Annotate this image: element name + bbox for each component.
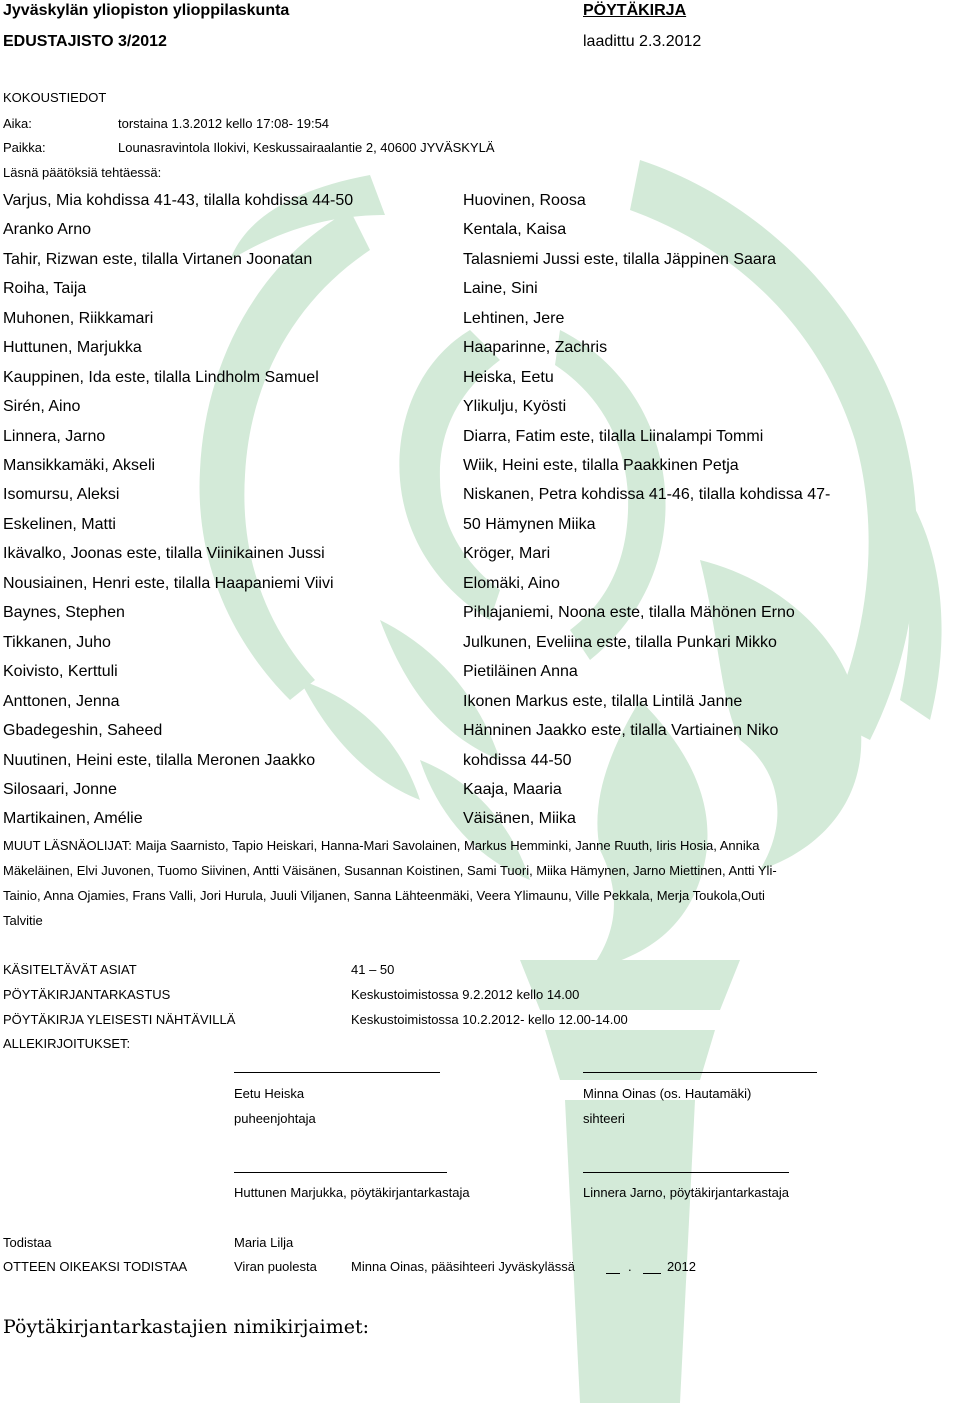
initials-label: Pöytäkirjantarkastajien nimikirjaimet: [3,1316,370,1338]
items-label: KÄSITELTÄVÄT ASIAT [3,962,137,977]
list-item: kohdissa 44-50 [463,752,572,769]
list-item: Julkunen, Eveliina este, tilalla Punkari Mikko [463,634,777,651]
list-item: Ikävalko, Joonas este, tilalla Viinikainen Jussi [3,545,325,562]
organization-name: Jyväskylän yliopiston ylioppilaskunta [3,2,290,19]
signature-line [234,1172,447,1173]
secretary-role: sihteeri [583,1111,625,1126]
blank-month [643,1273,661,1274]
board-meeting-number: EDUSTAJISTO 3/2012 [3,33,167,50]
other-attendees-line: Mäkeläinen, Elvi Juvonen, Tuomo Siivinen, Antti Väisänen, Susannan Koistinen, Sami Tuori, Miika Hämynen, Jarno Miettinen, Antti Yli- [3,863,777,878]
list-item: Ylikulju, Kyösti [463,398,567,415]
checker-1: Huttunen Marjukka, pöytäkirjantarkastaja [234,1185,470,1200]
chair-name: Eetu Heiska [234,1086,305,1101]
list-item: Pihlajaniemi, Noona este, tilalla Mähönen Erno [463,604,795,621]
on-behalf: Viran puolesta [234,1259,317,1274]
signature-line [234,1072,440,1073]
list-item: Laine, Sini [463,280,538,297]
list-item: Kauppinen, Ida este, tilalla Lindholm Samuel [3,369,319,386]
checker-2: Linnera Jarno, pöytäkirjantarkastaja [583,1185,789,1200]
time-value: torstaina 1.3.2012 kello 17:08- 19:54 [118,116,330,131]
list-item: Sirén, Aino [3,398,81,415]
list-item: Gbadegeshin, Saheed [3,722,163,739]
certifier: Minna Oinas, pääsihteeri Jyväskylässä [351,1259,575,1274]
list-item: Nousiainen, Henri este, tilalla Haapaniemi Viivi [3,575,334,592]
list-item: Elomäki, Aino [463,575,560,592]
list-item: Roiha, Taija [3,280,87,297]
list-item: Diarra, Fatim este, tilalla Liinalampi Tommi [463,428,764,445]
list-item: Tahir, Rizwan este, tilalla Virtanen Joonatan [3,251,313,268]
list-item: Silosaari, Jonne [3,781,117,798]
list-item: Muhonen, Riikkamari [3,310,154,327]
place-label: Paikka: [3,140,46,155]
prepared-date: laadittu 2.3.2012 [583,33,702,50]
review-value: Keskustoimistossa 9.2.2012 kello 14.00 [351,987,580,1002]
list-item: Kaaja, Maaria [463,781,562,798]
list-item: Haaparinne, Zachris [463,339,608,356]
list-item: Linnera, Jarno [3,428,106,445]
secretary-name: Minna Oinas (os. Hautamäki) [583,1086,752,1101]
signatures-label: ALLEKIRJOITUKSET: [3,1036,131,1051]
list-item: Kröger, Mari [463,545,551,562]
public-label: PÖYTÄKIRJA YLEISESTI NÄHTÄVILLÄ [3,1012,236,1027]
list-item: Anttonen, Jenna [3,693,120,710]
list-item: Varjus, Mia kohdissa 41-43, tilalla kohdissa 44-50 [3,192,354,209]
list-item: Baynes, Stephen [3,604,125,621]
true-copy-label: OTTEEN OIKEAKSI TODISTAA [3,1259,188,1274]
list-item: Heiska, Eetu [463,369,554,386]
items-value: 41 – 50 [351,962,395,977]
public-value: Keskustoimistossa 10.2.2012- kello 12.00-14.00 [351,1012,628,1027]
list-item: Martikainen, Amélie [3,810,143,827]
list-item: Talasniemi Jussi este, tilalla Jäppinen Saara [463,251,777,268]
list-item: Väisänen, Miika [463,810,576,827]
list-item: Tikkanen, Juho [3,634,111,651]
witness-name: Maria Lilja [234,1235,294,1250]
list-item: Eskelinen, Matti [3,516,116,533]
list-item: Isomursu, Aleksi [3,486,120,503]
chair-role: puheenjohtaja [234,1111,316,1126]
list-item: Niskanen, Petra kohdissa 41-46, tilalla kohdissa 47- [463,486,831,503]
list-item: Huovinen, Roosa [463,192,586,209]
time-label: Aika: [3,116,32,131]
other-attendees-line: Tainio, Anna Ojamies, Frans Valli, Jori Hurula, Juuli Viljanen, Sanna Lähteenmäki, Veera Ylimaunu, Ville Pekkala, Merja Toukola,Outi [3,888,765,903]
other-attendees-line: MUUT LÄSNÄOLIJAT: Maija Saarnisto, Tapio Heiskari, Hanna-Mari Savolainen, Markus Hemminki, Janne Ruuth, Iiris Hosia, Annika [3,838,760,853]
list-item: Wiik, Heini este, tilalla Paakkinen Petja [463,457,739,474]
list-item: Hänninen Jaakko este, tilalla Vartiainen Niko [463,722,779,739]
signature-line [583,1172,789,1173]
place-value: Lounasravintola Ilokivi, Keskussairaalantie 2, 40600 JYVÄSKYLÄ [118,140,495,155]
certification-year: 2012 [667,1259,696,1274]
list-item: Koivisto, Kerttuli [3,663,118,680]
present-label: Läsnä päätöksiä tehtäessä: [3,165,162,180]
blank-day [606,1273,620,1274]
review-label: PÖYTÄKIRJANTARKASTUS [3,987,171,1002]
list-item: Lehtinen, Jere [463,310,565,327]
meeting-section-title: KOKOUSTIEDOT [3,90,107,105]
witness-label: Todistaa [3,1235,52,1250]
list-item: 50 Hämynen Miika [463,516,596,533]
signature-line [583,1072,817,1073]
list-item: Kentala, Kaisa [463,221,567,238]
list-item: Ikonen Markus este, tilalla Lintilä Janne [463,693,743,710]
date-separator: . [628,1259,632,1274]
list-item: Pietiläinen Anna [463,663,578,680]
list-item: Nuutinen, Heini este, tilalla Meronen Jaakko [3,752,316,769]
document-type: PÖYTÄKIRJA [583,2,687,19]
other-attendees-line: Talvitie [3,913,43,928]
list-item: Mansikkamäki, Akseli [3,457,156,474]
list-item: Huttunen, Marjukka [3,339,142,356]
list-item: Aranko Arno [3,221,92,238]
